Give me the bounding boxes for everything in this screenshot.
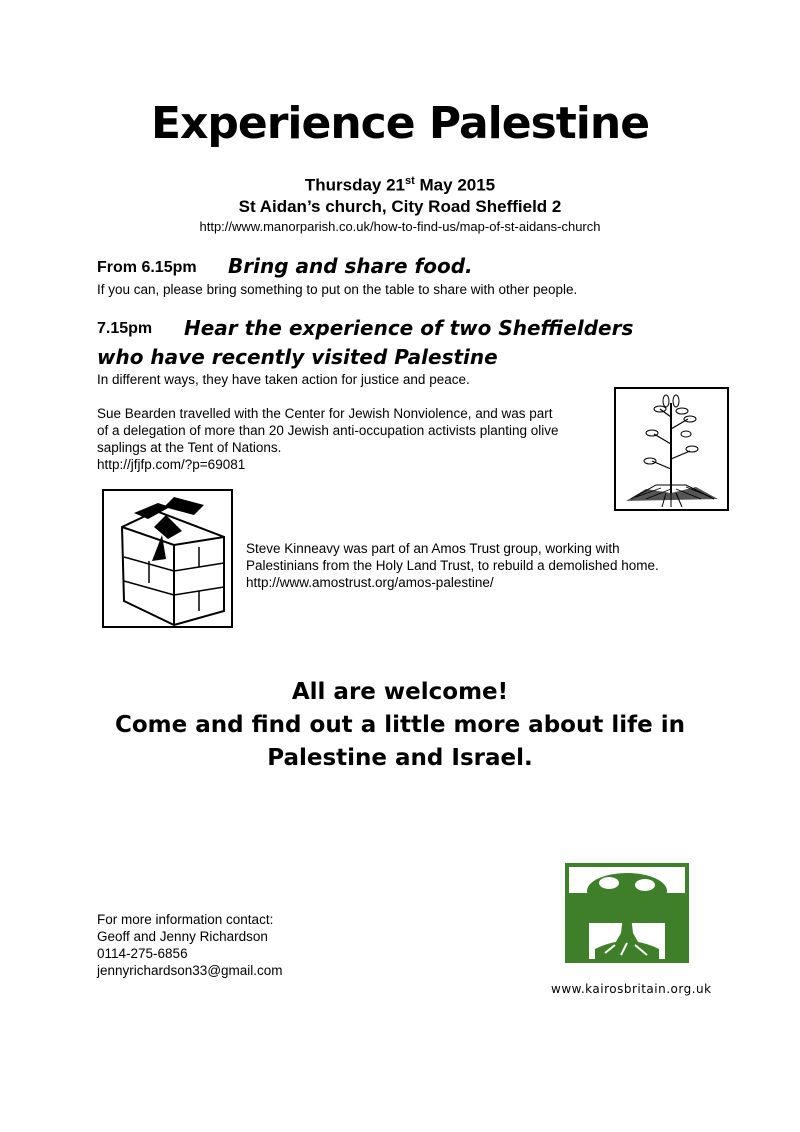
welcome-line2: Come and find out a little more about life in — [115, 712, 685, 738]
steve-paragraph — [246, 540, 716, 591]
talk-description: In different ways, they have taken action for justice and peace. — [97, 372, 470, 387]
date-suffix: May 2015 — [414, 175, 496, 195]
sue-line: saplings at the Tent of Nations. — [97, 440, 282, 455]
sue-paragraph — [97, 405, 617, 473]
steve-line: Palestinians from the Holy Land Trust, to rebuild a demolished home. — [246, 558, 659, 573]
olive-tree-logo-icon — [565, 863, 689, 963]
welcome-message — [0, 676, 800, 775]
contact-info — [97, 911, 283, 979]
contact-phone[interactable]: 0114-275-6856 — [97, 946, 188, 961]
olive-sapling-icon — [616, 389, 727, 509]
talk-heading-line2: who have recently visited Palestine — [97, 345, 498, 369]
kairos-logo — [565, 863, 689, 963]
sue-line: of a delegation of more than 20 Jewish anti-occupation activists planting olive — [97, 423, 559, 438]
page-title: Experience Palestine — [150, 98, 650, 149]
building-wall-illustration — [102, 489, 233, 628]
date-superscript: st — [405, 175, 415, 187]
talk-heading-line1: Hear the experience of two Sheffielders — [184, 316, 634, 340]
sue-link[interactable]: http://jfjfp.com/?p=69081 — [97, 457, 246, 472]
food-description: If you can, please bring something to put on the table to share with other people. — [97, 282, 578, 297]
steve-line: Steve Kinneavy was part of an Amos Trust group, working with — [246, 541, 620, 556]
welcome-line1: All are welcome! — [291, 679, 509, 705]
event-venue: St Aidan’s church, City Road Sheffield 2 — [238, 197, 562, 216]
event-date — [0, 175, 800, 196]
contact-names: Geoff and Jenny Richardson — [97, 929, 268, 944]
sue-line: Sue Bearden travelled with the Center for Jewish Nonviolence, and was part — [97, 406, 553, 421]
contact-email[interactable]: jennyrichardson33@gmail.com — [97, 963, 283, 978]
food-heading: Bring and share food. — [228, 254, 473, 278]
welcome-line3: Palestine and Israel. — [267, 745, 533, 771]
website-link[interactable]: www.kairosbritain.org.uk — [551, 982, 712, 996]
talk-time: 7.15pm — [97, 320, 153, 337]
trowel-brick-icon — [104, 491, 231, 626]
venue-link[interactable]: http://www.manorparish.co.uk/how-to-find-us/map-of-st-aidans-church — [199, 219, 601, 234]
steve-link[interactable]: http://www.amostrust.org/amos-palestine/ — [246, 575, 494, 590]
contact-heading: For more information contact: — [97, 912, 274, 927]
sapling-illustration — [614, 387, 729, 511]
date-prefix: Thursday 21 — [304, 175, 406, 195]
food-time: From 6.15pm — [97, 259, 197, 276]
